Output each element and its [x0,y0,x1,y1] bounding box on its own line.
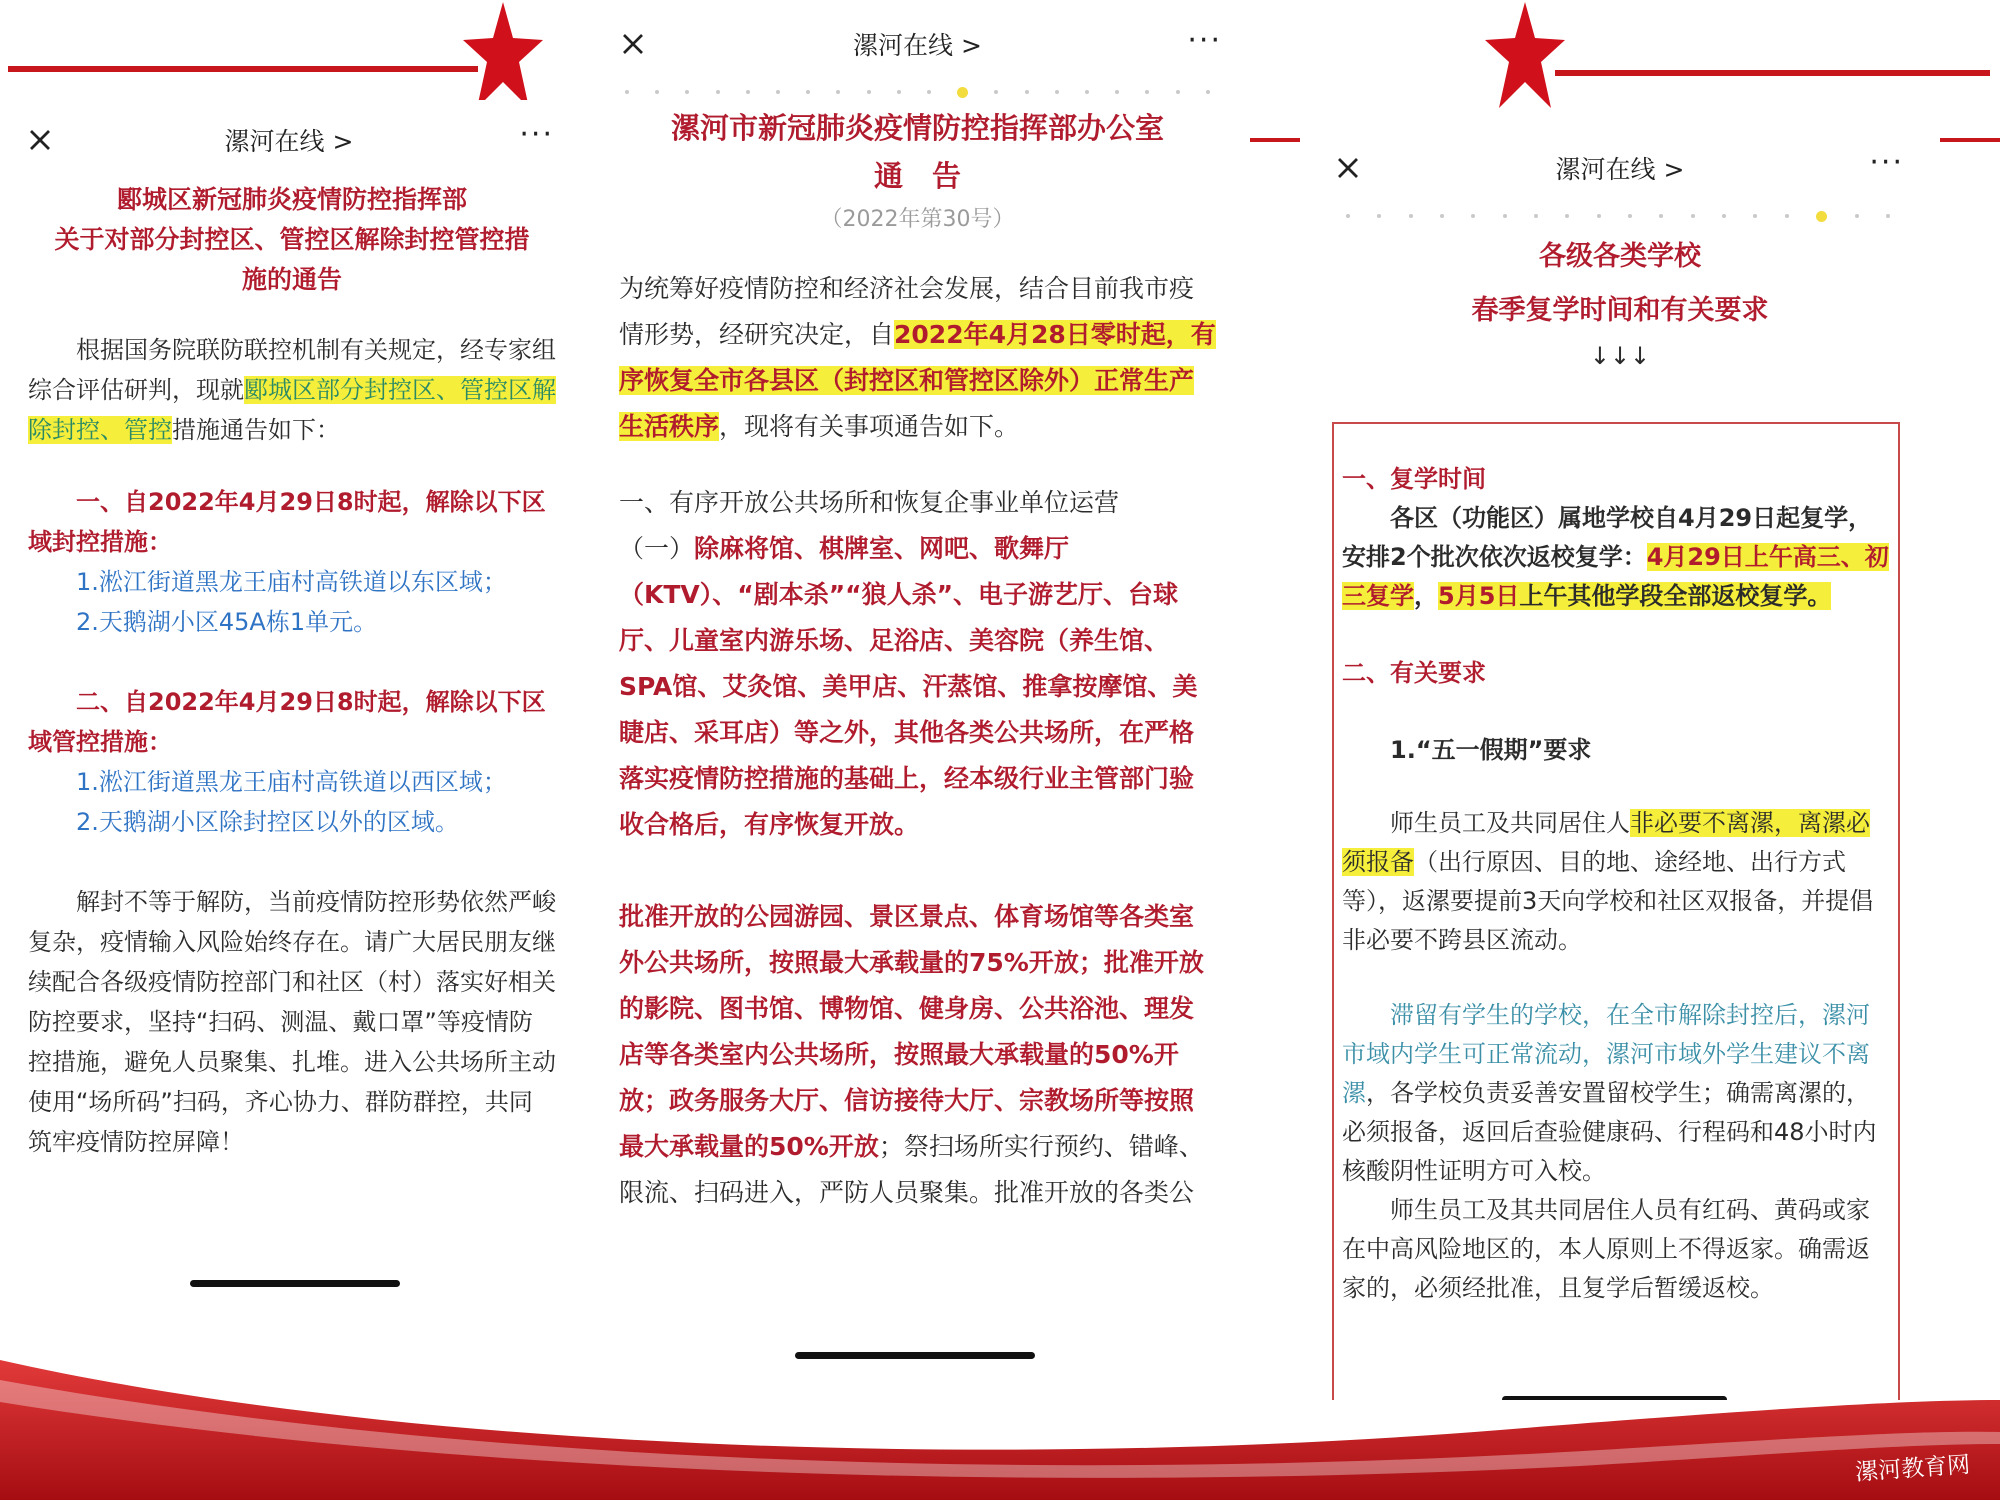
return-home-paragraph: 师生员工及其共同居住人员有红码、黄码或家在中高风险地区的，本人原则上不得返家。确需返家的，必须经批准，且复学后暂缓返校。 [1342,1196,1870,1302]
article-title [1300,230,1940,338]
body-text: ， [1414,582,1438,610]
nav-title[interactable]: 漯河在线 > [1555,155,1685,184]
nav-bar [0,100,578,180]
decor-line-right2 [1930,138,2000,142]
decor-line-right [1555,70,1990,76]
section-heading: 一、自2022年4月29日8时起，解除以下区域封控措施： [28,488,546,556]
panel-yancheng-notice [0,100,578,1340]
section-heading: 一、有序开放公共场所和恢复企事业单位运营 [619,488,1120,517]
title-line: 各级各类学校 [1539,241,1701,272]
down-arrows: ↓↓↓ [1589,342,1651,370]
title-line: 关于对部分封控区、管控区解除封控管控措 [54,225,530,254]
intro-text: 措施通告如下： [172,416,340,444]
red-wave-decoration [0,1340,2000,1500]
decor-line-left [8,66,478,72]
page-indicator [1346,210,1890,222]
article-body [1342,460,1890,1308]
highlight-text: 5月5日 [1438,582,1520,610]
body-text: ，各学校负责妥善安置留校学生；确需离漯的，必须报备，返回后查验健康码、行程码和48小时内核酸阴性证明方可入校。 [1342,1079,1877,1185]
intro-paragraph [619,266,1216,450]
highlight-text: 非必要不离漯，离漯必须报备 [1342,809,1870,876]
list-item: 2.天鹅湖小区45A栋1单元。 [76,608,378,636]
nav-bar [1300,130,1940,210]
article-title [619,104,1216,200]
watermark-text: 漯河教育网 [1854,1452,1971,1486]
title-line: 春季复学时间和有关要求 [1471,295,1769,326]
nav-bar [585,0,1250,80]
body-text: 师生员工及共同居住人 [1390,809,1630,837]
sub-number: （一） [619,534,695,563]
panel-luohe-notice [585,0,1250,1372]
section-heading: 一、复学时间 [1342,465,1486,493]
body-text: 各区（功能区）属地学校自4月29日起复学，安排2个批次依次返校复学： [1342,504,1873,571]
intro-text: ，现将有关事项通告如下。 [719,412,1020,441]
intro-paragraph [28,330,556,450]
section-heading: 二、有关要求 [1342,659,1486,687]
stranded-paragraph [1342,996,1890,1191]
more-icon[interactable]: ··· [519,117,554,152]
body-text: 除麻将馆、棋牌室、网吧、歌舞厅（KTV）、“剧本杀”“狼人杀”、电子游艺厅、台球厅、儿童室内游乐场、足浴店、美容院（养生馆、SPA馆、艾灸馆、美甲店、汗蒸馆、推拿按摩馆、美睫店、采耳店）等之外，其他各类公共场所，在严格落实疫情防控措施的基础上，经本级行业主管部门验收合格后，有序恢复开放。 [619,534,1198,839]
list-item: 1.淞江街道黑龙王庙村高铁道以东区域； [76,568,507,596]
section-heading: 二、自2022年4月29日8时起，解除以下区域管控措施： [28,688,546,756]
title-line: 施的通告 [241,265,342,294]
article-body [28,180,556,1162]
sub-heading: 1.“五一假期”要求 [1390,736,1592,764]
page-indicator [625,86,1210,98]
list-item: 1.淞江街道黑龙王庙村高铁道以西区域； [76,768,507,796]
more-icon[interactable]: ··· [1187,23,1222,58]
capacity-text-rest: ；祭扫场所实行预约、错峰、限流、扫码进入，严防人员聚集。批准开放的各类公 [619,1132,1204,1207]
decor-line-mid [1250,138,1300,142]
issue-number: （2022年第30号） [820,207,1015,232]
more-icon[interactable]: ··· [1869,145,1904,180]
highlight-text: 4月29日上午高三、初三复学 [1342,543,1889,610]
article-body [619,104,1216,1216]
requirement-paragraph [1342,804,1890,960]
title-line: 郾城区新冠肺炎疫情防控指挥部 [116,185,467,214]
capacity-paragraph [619,894,1216,1216]
title-line: 通 告 [873,159,961,193]
highlight-text: 上午其他学段全部返校复学。 [1519,582,1832,610]
body-text: （出行原因、目的地、途经地、出行方式等），返漯要提前3天向学校和社区双报备，并提倡非必要不跨县区流动。 [1342,848,1874,954]
nav-title[interactable]: 漯河在线 > [853,31,982,60]
nav-title[interactable]: 漯河在线 > [224,127,354,156]
list-item: 2.天鹅湖小区除封控区以外的区域。 [76,808,459,836]
red-star-icon [463,0,543,112]
title-line: 漯河市新冠肺炎疫情防控指挥部办公室 [670,111,1164,145]
section-body [619,526,1216,848]
closing-paragraph: 解封不等于解防，当前疫情防控形势依然严峻复杂，疫情输入风险始终存在。请广大居民朋友继续配合各级疫情防控部门和社区（村）落实好相关防控要求，坚持“扫码、测温、戴口罩”等疫情防控措施，避免人员聚集、扎堆。进入公共场所主动使用“场所码”扫码，齐心协力、群防群控，共同筑牢疫情防控屏障！ [28,888,556,1156]
capacity-text: 批准开放的公园游园、景区景点、体育场馆等各类室外公共场所，按照最大承载量的75%开放；批准开放的影院、图书馆、博物馆、健身房、公共浴池、理发店等各类室内公共场所，按照最大承载量的50%开放；政务服务大厅、信访接待大厅、宗教场所等按照最大承载量的50%开放 [619,902,1204,1161]
article-title [28,180,556,300]
panel-school-reopening [1300,130,1940,1400]
intro-text: 根据国务院联防联控机制有关规定，经专家组综合评估研判，现就 [28,336,556,404]
teal-text: 滞留有学生的学校，在全市解除封控后，漯河市域内学生可正常流动，漯河市域外学生建议不离漯 [1342,1001,1870,1107]
intro-text: 为统筹好疫情防控和经济社会发展，结合目前我市疫情形势，经研究决定，自 [619,274,1195,349]
red-star-icon [1485,0,1565,112]
section-body [1342,499,1890,616]
highlight-text: 2022年4月28日零时起，有序恢复全市各县区（封控区和管控区除外）正常生产生活秩序 [619,320,1216,441]
home-indicator [190,1280,400,1287]
highlight-text: 郾城区部分封控区、管控区解除封控、管控 [28,376,556,444]
